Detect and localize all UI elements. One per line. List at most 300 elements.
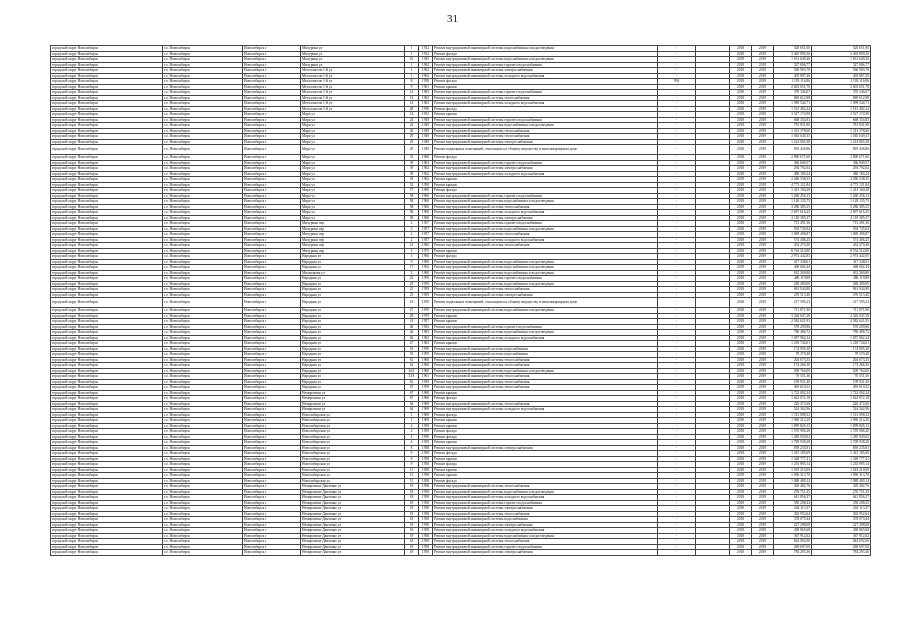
cell-measure: - [658,57,696,63]
cell-work-type: Ремонт внутридомовой инженерной системы водоснабжения и водоотведения [433,368,658,374]
cell-year-start: 2018 [730,265,752,271]
cell-house: 18 [405,528,419,534]
cell-total: 366 849,57 [812,160,871,166]
cell-year-start: 2018 [730,495,752,501]
cell-total: 1 513 098,32 [812,412,871,418]
cell-street: Мира ул [301,177,405,183]
cell-district: городской округ Новосибирск [51,128,163,134]
cell-street: Мира ул [301,171,405,177]
cell-city: г.о. Новосибирск [163,265,243,271]
cell-cost: 1 570 906,20 [774,429,812,435]
cell-measure: - [658,232,696,238]
cell-locality: Новосибирск г [243,101,301,107]
cell-street: Мира ул [301,139,405,145]
cell-measure: - [658,335,696,341]
cell-district: городской округ Новосибирск [51,298,163,308]
cell-measure: - [658,160,696,166]
cell-measure: - [658,117,696,123]
cell-building-year: 1958 [419,445,433,451]
cell-locality: Новосибирск г [243,243,301,249]
cell-district: городской округ Новосибирск [51,374,163,380]
cell-building-year: 1958 [419,182,433,188]
cell-locality: Новосибирск г [243,407,301,413]
cell-building-year: 1958 [419,533,433,539]
cell-year-start: 2018 [730,254,752,260]
cell-work-type: Ремонт фасада [433,254,658,260]
cell-cost: 528 651,00 [774,46,812,52]
cell-year-end: 2019 [752,550,774,556]
cell-year-end: 2019 [752,188,774,194]
cell-measure: - [658,451,696,457]
cell-building-year: 1963 [419,101,433,107]
cell-total: 1 631 649,26 [812,57,871,63]
cell-cost: 711 871,90 [774,308,812,314]
cell-locality: Новосибирск г [243,440,301,446]
cell-district: городской округ Новосибирск [51,429,163,435]
cell-measure: - [658,423,696,429]
cell-house: 23 [405,298,419,308]
cell-city: г.о. Новосибирск [163,90,243,96]
cell-district: городской округ Новосибирск [51,489,163,495]
cell-measure: - [658,177,696,183]
cell-house: 63 [405,379,419,385]
cell-district: городской округ Новосибирск [51,550,163,556]
cell-street: Новосибирская ул [301,429,405,435]
cell-locality: Новосибирск г [243,155,301,161]
cell-city: г.о. Новосибирск [163,346,243,352]
cell-city: г.о. Новосибирск [163,528,243,534]
cell-city: г.о. Новосибирск [163,434,243,440]
cell-work-type: Ремонт крыши [433,182,658,188]
cell-building-year: 1949 [419,117,433,123]
cell-street: Немировича-Данченко ул [301,511,405,517]
cell-street: Мичурина ул [301,62,405,68]
cell-city: г.о. Новосибирск [163,188,243,194]
cell-district: городской округ Новосибирск [51,385,163,391]
cell-street: Новосибирская ул [301,467,405,473]
cell-year-end: 2019 [752,330,774,336]
cell-work-type: Ремонт внутридомовой инженерной системы горячего водоснабжения [433,90,658,96]
cell-district: городской округ Новосибирск [51,418,163,424]
cell-city: г.о. Новосибирск [163,489,243,495]
cell-cost: 2 800 671,60 [774,155,812,161]
cell-house: 67 [405,390,419,396]
cell-street: Немировича-Данченко ул [301,550,405,556]
cell-locality: Новосибирск г [243,73,301,79]
cell-measure: - [658,445,696,451]
cell-house: 58 [405,215,419,221]
cell-cost: 294 792,04 [774,166,812,172]
cell-house: 28 [405,106,419,112]
cell-cost: 524 362,96 [774,407,812,413]
cell-district: городской округ Новосибирск [51,62,163,68]
cell-total: 327 806,77 [812,62,871,68]
cell-street: Новосибирская ул [301,434,405,440]
cell-building-year: 1952 [419,112,433,118]
cell-district: городской округ Новосибирск [51,313,163,319]
cell-building-year: 1959 [419,440,433,446]
cell-locality: Новосибирск г [243,287,301,293]
cell-district: городской округ Новосибирск [51,276,163,282]
cell-city: г.о. Новосибирск [163,451,243,457]
cell-year-start: 2018 [730,319,752,325]
cell-city: г.о. Новосибирск [163,123,243,129]
cell-work-type: Ремонт внутридомовой инженерной системы водоснабжения [433,346,658,352]
cell-work-type: Ремонт внутридомовой инженерной системы теплоснабжения [433,128,658,134]
cell-locality: Новосибирск г [243,500,301,506]
cell-total: 570 209,86 [812,324,871,330]
cell-cost: 2 582 621,93 [774,319,812,325]
cell-year-start: 2018 [730,489,752,495]
cell-year-start: 2018 [730,237,752,243]
cell-work-type: Ремонт внутридомовой инженерной системы водоснабжения и водоотведения [433,46,658,52]
cell-year-start: 2018 [730,313,752,319]
cell-measure: - [658,495,696,501]
cell-work-type: Ремонт внутридомовой инженерной системы холодного водоснабжения [433,335,658,341]
cell-year-end: 2019 [752,210,774,216]
cell-measure: - [658,528,696,534]
cell-locality: Новосибирск г [243,473,301,479]
cell-district: городской округ Новосибирск [51,434,163,440]
cell-building-year: 1958 [419,467,433,473]
cell-district: городской округ Новосибирск [51,390,163,396]
cell-total: 1 513 482,24 [812,106,871,112]
cell-measure: - [658,270,696,276]
cell-measure: - [658,145,696,155]
cell-work-type: Ремонт внутридомовой инженерной системы теплоснабжения [433,363,658,369]
cell-street: Новосибирская ул [301,418,405,424]
cell-measure: - [658,550,696,556]
cell-street: Новосибирская ул [301,412,405,418]
cell-locality: Новосибирск г [243,171,301,177]
cell-total: 2 286 538,35 [812,177,871,183]
cell-house: 18 [405,544,419,550]
cell-house: 46 [405,330,419,336]
cell-building-year: 1969 [419,259,433,265]
cell-work-type: Ремонт внутридомовой инженерной системы теплоснабжения [433,232,658,238]
cell-measure: - [658,188,696,194]
cell-measure: - [658,193,696,199]
cell-city: г.о. Новосибирск [163,95,243,101]
cell-total: 1 415 185,69 [812,451,871,457]
cell-city: г.о. Новосибирск [163,544,243,550]
cell-year-start: 2018 [730,429,752,435]
cell-street: Мира ул [301,215,405,221]
cell-measure: - [658,434,696,440]
cell-building-year: 1932 [419,46,433,52]
cell-street: Мичурина пер [301,248,405,254]
cell-total: 1 565 049,35 [812,134,871,140]
cell-house: 14 [405,101,419,107]
cell-total: 1 099 544,71 [812,101,871,107]
cell-locality: Новосибирск г [243,106,301,112]
cell-measure: - [658,313,696,319]
cell-total: 784 293,36 [812,550,871,556]
cell-district: городской округ Новосибирск [51,79,163,85]
cell-work-type: Ремонт внутридомовой инженерной системы теплоснабжения [433,357,658,363]
cell-district: городской округ Новосибирск [51,423,163,429]
cell-building-year: 1962 [419,265,433,271]
cell-work-type: Ремонт крыши [433,390,658,396]
cell-year-start: 2018 [730,550,752,556]
cell-locality: Новосибирск г [243,199,301,205]
cell-measure: - [658,265,696,271]
cell-house: 18 [405,539,419,545]
cell-work-type: Ремонт фасада [433,462,658,468]
cell-house: 33 [405,155,419,161]
cell-measure: - [658,210,696,216]
cell-year-start: 2018 [730,84,752,90]
cell-work-type: Ремонт внутридомовой инженерной системы горячего водоснабжения [433,193,658,199]
cell-district: городской округ Новосибирск [51,346,163,352]
cell-year-end: 2019 [752,57,774,63]
cell-house: 14 [405,95,419,101]
cell-year-start: 2018 [730,418,752,424]
cell-cost: 1 624 072,18 [774,396,812,402]
cell-city: г.о. Новосибирск [163,484,243,490]
cell-street: Народная ул [301,357,405,363]
cell-locality: Новосибирск г [243,145,301,155]
cell-work-type: Ремонт крыши [433,423,658,429]
cell-total: 1 570 906,20 [812,429,871,435]
cell-district: городской округ Новосибирск [51,117,163,123]
cell-building-year: 1958 [419,456,433,462]
cell-city: г.о. Новосибирск [163,210,243,216]
cell-year-start: 2018 [730,139,752,145]
cell-year-end: 2019 [752,456,774,462]
cell-street: Металлистов 1-й ул [301,101,405,107]
cell-locality: Новосибирск г [243,51,301,57]
cell-work-type: Ремонт внутридомовой инженерной системы холодного водоснабжения [433,528,658,534]
cell-year-end: 2019 [752,123,774,129]
cell-work-type: Ремонт внутридомовой инженерной системы водоснабжения и водоотведения [433,259,658,265]
cell-house: 18 [405,533,419,539]
cell-measure: - [658,368,696,374]
cell-building-year: 1958 [419,528,433,534]
cell-street: Мира ул [301,182,405,188]
cell-locality: Новосибирск г [243,95,301,101]
cell-year-start: 2018 [730,374,752,380]
cell-city: г.о. Новосибирск [163,379,243,385]
cell-measure: - [658,319,696,325]
cell-street: Народная ул [301,298,405,308]
cell-locality: Новосибирск г [243,139,301,145]
cell-district: городской округ Новосибирск [51,341,163,347]
cell-work-type: Ремонт внутридомовой инженерной системы электроснабжения [433,215,658,221]
cell-measure: - [658,155,696,161]
cell-year-end: 2019 [752,221,774,227]
cell-district: городской округ Новосибирск [51,160,163,166]
cell-cost: 1 235 895,14 [774,462,812,468]
cell-year-end: 2019 [752,232,774,238]
cell-year-end: 2019 [752,313,774,319]
cell-street: Немировича-Данченко ул [301,544,405,550]
cell-total: 244 113,37 [812,506,871,512]
cell-total: 1 214 965,38 [812,139,871,145]
cell-district: городской округ Новосибирск [51,51,163,57]
cell-locality: Новосибирск г [243,346,301,352]
cell-city: г.о. Новосибирск [163,237,243,243]
cell-street: Народная ул [301,292,405,298]
cell-city: г.о. Новосибирск [163,204,243,210]
cell-year-start: 2018 [730,379,752,385]
cell-cost: 2 697 616,25 [774,210,812,216]
cell-work-type: Ремонт внутридомовой инженерной системы холодного водоснабжения [433,495,658,501]
cell-work-type: Ремонт внутридомовой инженерной системы горячего водоснабжения [433,276,658,282]
cell-district: городской округ Новосибирск [51,363,163,369]
cell-city: г.о. Новосибирск [163,335,243,341]
cell-cost: 378 079,44 [774,517,812,523]
cell-cost: 370 346,07 [774,90,812,96]
cell-building-year: 1962 [419,62,433,68]
cell-building-year: 1969 [419,407,433,413]
cell-building-year: 1959 [419,298,433,308]
cell-building-year: 1960 [419,204,433,210]
cell-year-start: 2018 [730,368,752,374]
cell-total: 417 348,61 [812,259,871,265]
cell-street: Народная ул [301,379,405,385]
cell-building-year: 1975 [419,248,433,254]
cell-work-type: Ремонт внутридомовой инженерной системы холодного водоснабжения [433,101,658,107]
cell-work-type: Ремонт крыши [433,248,658,254]
cell-locality: Новосибирск г [243,177,301,183]
cell-total: 3 286 385,25 [812,204,871,210]
cell-cost: 1 088 480,14 [774,478,812,484]
cell-building-year: 1959 [419,434,433,440]
cell-building-year: 1960 [419,390,433,396]
cell-cost: 438 865,68 [774,528,812,534]
cell-street: Мира ул [301,166,405,172]
cell-total: 8 764 314,80 [812,248,871,254]
cell-work-type: Ремонт фасада [433,188,658,194]
cell-locality: Новосибирск г [243,319,301,325]
cell-total: 1 218 744,61 [812,341,871,347]
cell-work-type: Ремонт внутридомовой инженерной системы водоснабжения и водоотведения [433,489,658,495]
cell-work-type: Ремонт внутридомовой инженерной системы холодного водоснабжения [433,171,658,177]
cell-cost: 509 764,00 [774,368,812,374]
cell-city: г.о. Новосибирск [163,276,243,282]
cell-total: 3 527 174,98 [812,112,871,118]
cell-district: городской округ Новосибирск [51,440,163,446]
cell-city: г.о. Новосибирск [163,292,243,298]
cell-year-start: 2018 [730,51,752,57]
cell-house: 23 [405,292,419,298]
cell-city: г.о. Новосибирск [163,232,243,238]
cell-locality: Новосибирск г [243,330,301,336]
cell-house: 18 [405,506,419,512]
cell-year-start: 2018 [730,292,752,298]
cell-street: Народная ул [301,308,405,314]
cell-locality: Новосибирск г [243,215,301,221]
cell-year-start: 2018 [730,248,752,254]
cell-district: городской округ Новосибирск [51,517,163,523]
cell-cost: 70 551,30 [774,374,812,380]
cell-year-end: 2019 [752,90,774,96]
cell-building-year: 1959 [419,287,433,293]
cell-street: Народная ул [301,313,405,319]
cell-year-end: 2019 [752,341,774,347]
cell-work-type: Ремонт фасада [433,396,658,402]
cell-cost: 227 298,08 [774,522,812,528]
cell-house: 62 [405,363,419,369]
cell-street: Немировича-Данченко ул [301,484,405,490]
cell-building-year: 1960 [419,368,433,374]
cell-street: Мичурина пер [301,237,405,243]
cell-house: 61 [405,357,419,363]
cell-year-start: 2018 [730,462,752,468]
cell-cost: 468 602,44 [774,265,812,271]
cell-measure: - [658,379,696,385]
cell-work-type: Ремонт внутридомовой инженерной системы теплоснабжения [433,243,658,249]
cell-building-year: 1960 [419,215,433,221]
cell-locality: Новосибирск г [243,445,301,451]
cell-year-start: 2018 [730,182,752,188]
cell-city: г.о. Новосибирск [163,101,243,107]
cell-year-start: 2018 [730,46,752,52]
cell-work-type: Ремонт внутридомовой инженерной системы водоснабжения и водоотведения [433,265,658,271]
cell-district: городской округ Новосибирск [51,456,163,462]
cell-year-end: 2019 [752,243,774,249]
cell-cost: 1 260 256,13 [774,193,812,199]
cell-district: городской округ Новосибирск [51,357,163,363]
cell-total: 1 960 214,20 [812,418,871,424]
cell-locality: Новосибирск г [243,232,301,238]
cell-year-start: 2018 [730,270,752,276]
cell-area [696,550,730,556]
cell-cost: 693 436,86 [774,145,812,155]
cell-work-type: Ремонт фасада [433,51,658,57]
cell-house: 4 [405,440,419,446]
cell-city: г.о. Новосибирск [163,298,243,308]
cell-city: г.о. Новосибирск [163,374,243,380]
cell-total: 405 897,20 [812,73,871,79]
cell-year-end: 2019 [752,215,774,221]
cell-measure: - [658,473,696,479]
cell-total: 1 193 116,86 [812,79,871,85]
cell-locality: Новосибирск г [243,46,301,52]
cell-cost: 2 603 651,70 [774,84,812,90]
cell-total: 1 019 210,00 [812,467,871,473]
cell-city: г.о. Новосибирск [163,456,243,462]
cell-district: городской округ Новосибирск [51,528,163,534]
cell-house: 8 [405,445,419,451]
cell-house: 17 [405,265,419,271]
cell-cost: 594 745,04 [774,226,812,232]
cell-locality: Новосибирск г [243,517,301,523]
cell-house: 5 [405,248,419,254]
cell-street: Мира ул [301,188,405,194]
cell-building-year: 1958 [419,462,433,468]
cell-building-year: 1957 [419,221,433,227]
cell-total: 1 624 072,18 [812,396,871,402]
cell-work-type: Ремонт крыши [433,440,658,446]
cell-city: г.о. Новосибирск [163,281,243,287]
cell-district: городской округ Новосибирск [51,101,163,107]
cell-measure: - [658,539,696,545]
cell-total: 70 551,30 [812,374,871,380]
cell-locality: Новосибирск г [243,451,301,457]
cell-measure: - [658,429,696,435]
cell-total: 781 831,80 [812,123,871,129]
cell-locality: Новосибирск г [243,489,301,495]
cell-measure: - [658,46,696,52]
cell-cost: 244 113,37 [774,506,812,512]
cell-total: 486 119,88 [812,276,871,282]
cell-year-start: 2018 [730,193,752,199]
cell-measure: - [658,352,696,358]
cell-locality: Новосибирск г [243,193,301,199]
cell-street: Народная ул [301,363,405,369]
